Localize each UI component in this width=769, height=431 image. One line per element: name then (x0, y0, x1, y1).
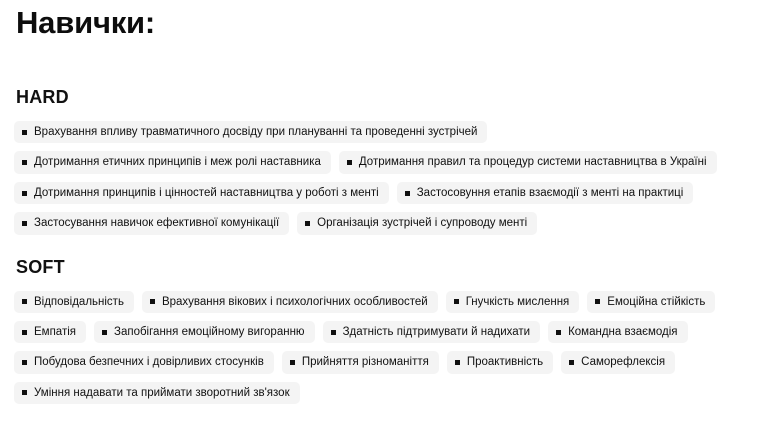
skill-chip[interactable] (447, 351, 553, 373)
square-bullet-icon (22, 191, 27, 196)
skill-chip[interactable] (14, 212, 289, 234)
square-bullet-icon (102, 330, 107, 335)
skill-chip-label: Прийняття різноманіття (301, 356, 429, 369)
square-bullet-icon (347, 160, 352, 165)
skill-chip-label: Емоційна стійкість (607, 295, 706, 308)
chip-row (14, 321, 755, 343)
skill-chip-label: Саморефлексія (581, 356, 666, 369)
skill-chip[interactable] (587, 291, 715, 313)
square-bullet-icon (569, 360, 574, 365)
hard-skill-rows (14, 121, 755, 235)
skill-chip-label: Емпатія (34, 325, 76, 338)
chip-row (14, 291, 755, 313)
section-soft (14, 257, 755, 405)
square-bullet-icon (22, 360, 27, 365)
skill-chip-label: Проактивність (466, 356, 544, 369)
square-bullet-icon (22, 390, 27, 395)
skill-chip[interactable] (94, 321, 315, 343)
skill-chip[interactable] (14, 382, 300, 404)
skill-chip[interactable] (14, 151, 331, 173)
skill-chip-label: Гнучкість мислення (465, 295, 570, 308)
skill-chip[interactable] (282, 351, 439, 373)
skill-chip-label: Врахування впливу травматичного досвіду при плануванні та проведенні зустрічей (34, 126, 478, 139)
skill-chip[interactable] (561, 351, 675, 373)
skill-chip[interactable] (14, 291, 134, 313)
skill-chip[interactable] (14, 351, 274, 373)
skills-page (0, 6, 769, 431)
square-bullet-icon (454, 299, 459, 304)
skill-chip[interactable] (142, 291, 438, 313)
skill-chip-label: Дотримання правил та процедур системи наставництва в Україні (358, 156, 707, 169)
chip-row (14, 212, 755, 234)
skill-chip-label: Організація зустрічей і супроводу менті (317, 217, 528, 230)
square-bullet-icon (22, 221, 27, 226)
skill-chip-label: Уміння надавати та приймати зворотний зв'язок (34, 386, 290, 399)
soft-skill-rows (14, 291, 755, 405)
skill-chip[interactable] (548, 321, 687, 343)
chip-row (14, 121, 755, 143)
square-bullet-icon (150, 299, 155, 304)
square-bullet-icon (405, 191, 410, 196)
skill-chip-label: Побудова безпечних і довірливих стосунків (34, 356, 264, 369)
skill-chip[interactable] (14, 321, 86, 343)
skill-chip-label: Застосовуння етапів взаємодії з менті на практиці (416, 186, 684, 199)
skill-chip-label: Здатність підтримувати й надихати (342, 325, 531, 338)
skill-chip-label: Дотримання принципів і цінностей наставництва у роботі з менті (34, 186, 379, 199)
skill-chip[interactable] (397, 182, 694, 204)
skill-chip[interactable] (297, 212, 537, 234)
skill-chip-label: Командна взаємодія (568, 325, 678, 338)
skill-chip[interactable] (14, 182, 389, 204)
section-hard (14, 87, 755, 235)
skill-chip[interactable] (14, 121, 487, 143)
chip-row (14, 182, 755, 204)
skill-chip-label: Врахування вікових і психологічних особливостей (161, 295, 428, 308)
square-bullet-icon (22, 160, 27, 165)
skill-chip-label: Запобігання емоційному вигоранню (114, 325, 305, 338)
square-bullet-icon (556, 330, 561, 335)
square-bullet-icon (22, 130, 27, 135)
chip-row (14, 382, 755, 404)
section-hard-heading: HARD (16, 87, 69, 108)
chip-row (14, 151, 755, 173)
skill-chip-label: Відповідальність (34, 295, 124, 308)
square-bullet-icon (331, 330, 336, 335)
square-bullet-icon (22, 299, 27, 304)
skill-chip[interactable] (323, 321, 541, 343)
skill-chip-label: Застосування навичок ефективної комунікації (34, 217, 280, 230)
square-bullet-icon (22, 330, 27, 335)
skill-chip[interactable] (446, 291, 580, 313)
square-bullet-icon (455, 360, 460, 365)
square-bullet-icon (305, 221, 310, 226)
section-soft-heading: SOFT (16, 256, 65, 277)
skill-chip-label: Дотримання етичних принципів і меж ролі наставника (34, 156, 321, 169)
square-bullet-icon (290, 360, 295, 365)
skill-chip[interactable] (339, 151, 717, 173)
square-bullet-icon (595, 299, 600, 304)
page-title: Навички: (16, 5, 156, 40)
chip-row (14, 351, 755, 373)
